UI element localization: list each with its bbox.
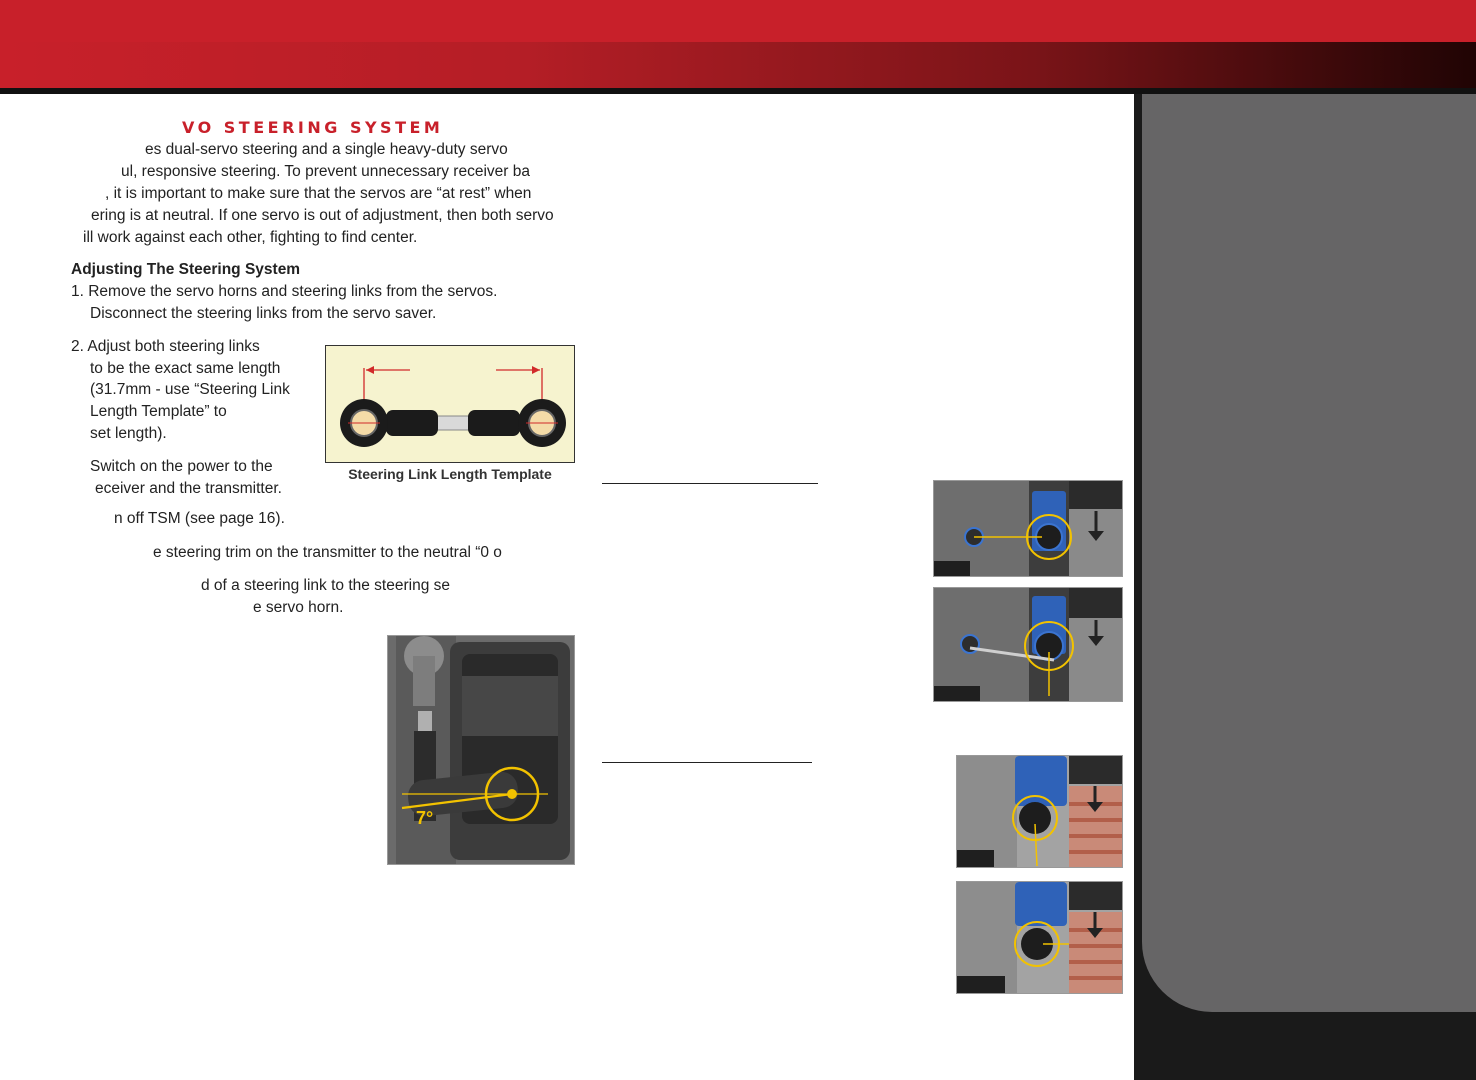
step-1-line-2: Disconnect the steering links from the servo saver. — [90, 305, 437, 322]
angle-label: 7° — [416, 808, 434, 828]
template-caption: Steering Link Length Template — [348, 466, 552, 482]
step-1-line-1: 1. Remove the servo horns and steering links from the servos. — [71, 283, 498, 300]
step-2-line-5: set length). — [90, 425, 167, 442]
step-3-line-1: Switch on the power to the — [90, 458, 273, 475]
servo-photo-1 — [933, 480, 1123, 577]
servo-photo — [957, 882, 1123, 994]
step-6-line-2: e servo horn. — [253, 599, 344, 616]
step-3-line-2: eceiver and the transmitter. — [95, 480, 282, 497]
header-banner — [0, 0, 1476, 88]
servo-photo-3 — [956, 755, 1123, 868]
step-2-line-2: to be the exact same length — [90, 360, 281, 377]
steering-link-template — [325, 345, 575, 463]
intro-line-4: ering is at neutral. If one servo is out of adjustment, then both servo — [91, 207, 554, 224]
step-2-line-4: Length Template” to — [90, 403, 227, 420]
step-2-line-1: 2. Adjust both steering links — [71, 338, 260, 355]
step-2-line-3: (31.7mm - use “Steering Link — [90, 381, 290, 398]
subheading: Adjusting The Steering System — [71, 261, 301, 278]
servo-photo-2 — [933, 587, 1123, 702]
divider-rule-1 — [602, 483, 818, 484]
servo-photo — [934, 588, 1123, 702]
steering-link-diagram — [326, 346, 575, 463]
servo-photo — [957, 756, 1123, 868]
step-5-line: e steering trim on the transmitter to the neutral “0 o — [153, 544, 502, 561]
servo-photo-4 — [956, 881, 1123, 994]
header-gradient-band — [0, 42, 1476, 88]
intro-line-1: es dual-servo steering and a single heavy-duty servo — [145, 141, 508, 158]
sidebar-grey-area — [1142, 94, 1476, 1012]
sidebar-panel — [1134, 94, 1476, 1080]
servo-horn-photo — [387, 635, 575, 865]
header-red-band — [0, 0, 1476, 42]
section-heading: VO STEERING SYSTEM — [182, 118, 444, 137]
intro-line-5: ill work against each other, fighting to find center. — [83, 229, 418, 246]
step-4-line: n off TSM (see page 16). — [114, 510, 285, 527]
servo-horn-illustration — [388, 636, 575, 865]
servo-photo — [934, 481, 1123, 577]
intro-line-3: , it is important to make sure that the servos are “at rest” when — [105, 185, 532, 202]
divider-rule-2 — [602, 762, 812, 763]
intro-line-2: ul, responsive steering. To prevent unnecessary receiver ba — [121, 163, 530, 180]
step-6-line-1: d of a steering link to the steering se — [201, 577, 451, 594]
